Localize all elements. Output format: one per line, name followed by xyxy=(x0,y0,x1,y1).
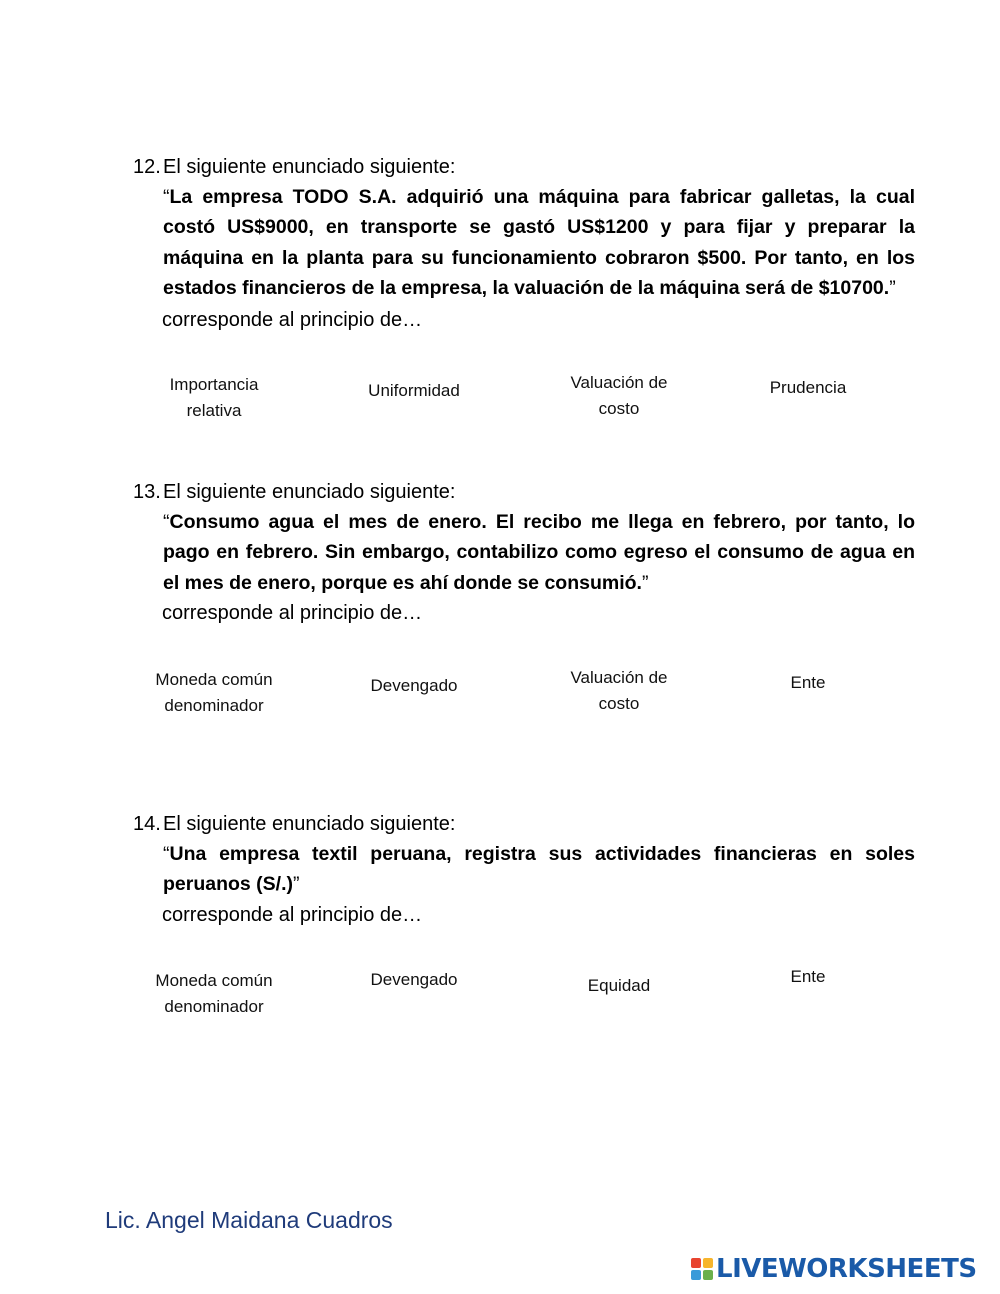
option-line-2: denominador xyxy=(164,997,264,1016)
question-number: 14. xyxy=(133,813,161,835)
statement-text: La empresa TODO S.A. adquirió una máquina para fabricar galletas, la cual costó US$9000, en transporte se gastó US$1200 y para fijar y preparar la máquina en la planta para su funcionamiento cobraron $500. Por tanto, en los estados financieros de la empresa, la valuación de la máquina será de $10700. xyxy=(163,186,915,299)
option-line-2: denominador xyxy=(164,696,264,715)
question-14 xyxy=(133,812,915,942)
option-line-1: Prudencia xyxy=(769,378,847,397)
question-13 xyxy=(133,480,915,640)
question-heading-text: El siguiente enunciado siguiente: xyxy=(163,481,456,503)
option-line-2: costo xyxy=(598,694,640,713)
answer-option-2[interactable] xyxy=(339,967,489,993)
open-quote: “ xyxy=(163,186,170,208)
question-heading-text: El siguiente enunciado siguiente: xyxy=(163,156,456,178)
answer-option-4[interactable] xyxy=(733,964,883,990)
option-line-1: Moneda común xyxy=(155,971,273,990)
option-line-2: relativa xyxy=(186,401,242,420)
statement-text: Consumo agua el mes de enero. El recibo me llega en febrero, por tanto, lo pago en febrero. Sin embargo, contabilizo como egreso el consumo de agua en el mes de enero, porque es ahí donde se consumió. xyxy=(163,511,915,594)
liveworksheets-brand[interactable] xyxy=(690,1252,977,1286)
logo-square xyxy=(703,1270,713,1280)
option-line-2: costo xyxy=(598,399,640,418)
question-heading xyxy=(133,480,455,504)
question-statement xyxy=(163,839,915,900)
option-line-1: Importancia xyxy=(169,375,259,394)
question-statement xyxy=(163,507,915,598)
answer-option-3[interactable] xyxy=(544,370,694,422)
option-line-1: Valuación de xyxy=(570,373,668,392)
option-line-1: Moneda común xyxy=(155,670,273,689)
option-line-1: Devengado xyxy=(370,676,458,695)
logo-square xyxy=(691,1258,701,1268)
logo-square xyxy=(703,1258,713,1268)
answer-option-4[interactable] xyxy=(733,375,883,401)
brand-name: LIVEWORKSHEETS xyxy=(716,1254,977,1284)
close-quote: ” xyxy=(293,873,300,896)
liveworksheets-logo-icon xyxy=(690,1257,714,1281)
question-prompt: corresponde al principio de… xyxy=(162,904,423,926)
option-line-1: Ente xyxy=(790,673,826,692)
question-heading xyxy=(133,812,455,836)
option-line-1: Uniformidad xyxy=(368,381,460,400)
statement-text: Una empresa textil peruana, registra sus actividades financieras en soles peruanos (S/.) xyxy=(163,843,915,896)
option-line-1: Equidad xyxy=(587,976,651,995)
option-line-1: Devengado xyxy=(370,970,458,989)
author-name: Lic. Angel Maidana Cuadros xyxy=(105,1207,393,1233)
logo-square xyxy=(691,1270,701,1280)
open-quote: “ xyxy=(163,511,170,533)
answer-option-1[interactable] xyxy=(139,667,289,719)
answer-option-3[interactable] xyxy=(544,665,694,717)
open-quote: “ xyxy=(163,843,170,865)
question-heading xyxy=(133,155,455,179)
answer-option-3[interactable] xyxy=(544,973,694,999)
answer-option-2[interactable] xyxy=(339,673,489,699)
answer-option-2[interactable] xyxy=(339,378,489,404)
close-quote: ” xyxy=(889,276,896,299)
question-heading-text: El siguiente enunciado siguiente: xyxy=(163,813,456,835)
question-number: 12. xyxy=(133,156,161,178)
answer-option-1[interactable] xyxy=(139,968,289,1020)
question-statement xyxy=(163,182,915,303)
question-prompt: corresponde al principio de… xyxy=(162,602,423,624)
close-quote: ” xyxy=(641,571,649,594)
question-prompt: corresponde al principio de… xyxy=(162,309,423,331)
option-line-1: Valuación de xyxy=(570,668,668,687)
option-line-1: Ente xyxy=(790,967,826,986)
question-number: 13. xyxy=(133,481,161,503)
answer-option-4[interactable] xyxy=(733,670,883,696)
answer-option-1[interactable] xyxy=(139,372,289,424)
